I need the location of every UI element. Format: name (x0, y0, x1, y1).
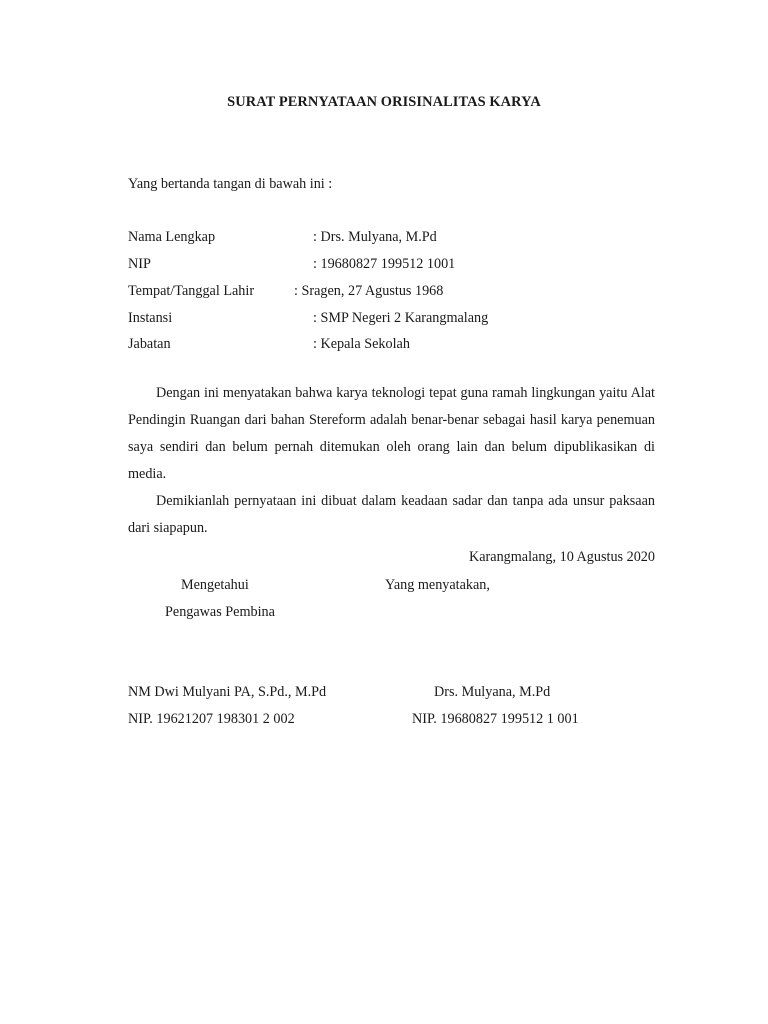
place-date: Karangmalang, 10 Agustus 2020 (469, 549, 655, 565)
left-signatory-heading: Mengetahui (181, 577, 249, 593)
left-signatory-nip: NIP. 19621207 198301 2 002 (128, 711, 295, 727)
field-value-instansi: : SMP Negeri 2 Karangmalang (313, 310, 489, 326)
right-signatory-name: Drs. Mulyana, M.Pd (434, 684, 551, 700)
field-label-ttl: Tempat/Tanggal Lahir (128, 283, 255, 299)
document-title: SURAT PERNYATAAN ORISINALITAS KARYA (227, 94, 541, 110)
statement-paragraph: Dengan ini menyatakan bahwa karya teknologi tepat guna ramah lingkungan yaitu Alat Pendingin Ruangan dari bahan Stereform adalah benar-benar sebagai hasil karya penemuan saya sendiri dan belum pernah ditemukan oleh orang lain dan belum dipublikasikan di media. (128, 385, 655, 482)
intro-text: Yang bertanda tangan di bawah ini : (128, 176, 333, 192)
closing-paragraph: Demikianlah pernyataan ini dibuat dalam keadaan sadar dan tanpa ada unsur paksaan dari siapapun. (128, 493, 655, 536)
field-value-ttl: : Sragen, 27 Agustus 1968 (294, 283, 444, 299)
left-signatory-role: Pengawas Pembina (165, 604, 275, 620)
field-label-nip: NIP (128, 256, 151, 272)
right-signatory-heading: Yang menyatakan, (385, 577, 490, 593)
left-signatory-name: NM Dwi Mulyani PA, S.Pd., M.Pd (128, 684, 327, 700)
field-label-nama: Nama Lengkap (128, 229, 216, 245)
field-label-instansi: Instansi (128, 310, 173, 326)
field-value-jabatan: : Kepala Sekolah (313, 336, 410, 352)
statement-body (128, 380, 655, 542)
field-value-nama: : Drs. Mulyana, M.Pd (313, 229, 437, 245)
right-signatory-nip: NIP. 19680827 199512 1 001 (412, 711, 579, 727)
field-value-nip: : 19680827 199512 1001 (313, 256, 456, 272)
field-label-jabatan: Jabatan (128, 336, 171, 352)
